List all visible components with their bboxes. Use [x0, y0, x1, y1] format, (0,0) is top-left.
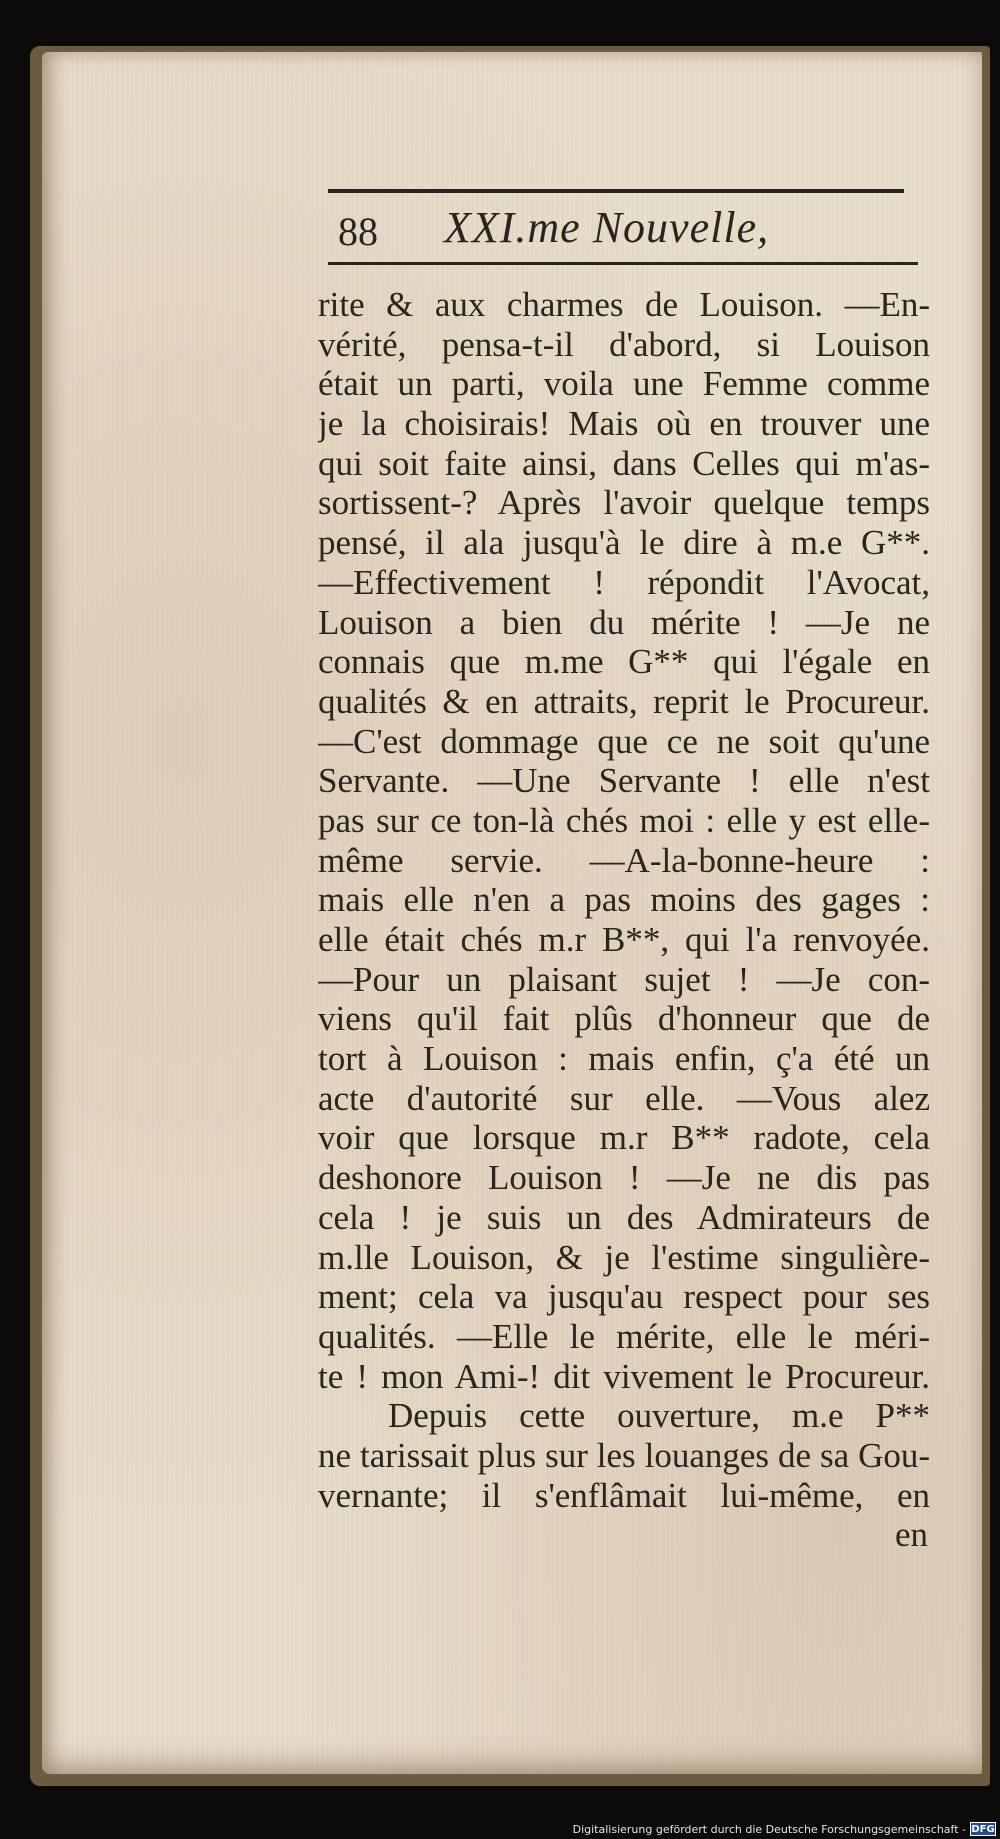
text-line: pensé, il ala jusqu'à le dire à m.e G**.	[318, 523, 930, 563]
header-rule-bottom	[328, 262, 918, 265]
text-line: pas sur ce ton-là chés moi : elle y est elle-	[318, 800, 930, 840]
text-line: ne tarissait plus sur les louanges de sa Gou-	[318, 1435, 930, 1475]
text-line: même servie. —A-la-bonne-heure :	[318, 840, 930, 880]
text-line: Servante. —Une Servante ! elle n'est	[318, 761, 930, 801]
text-line: vérité, pensa-t-il d'abord, si Louison	[318, 324, 930, 364]
body-text	[318, 285, 930, 1555]
text-line: elle était chés m.r B**, qui l'a renvoyée.	[318, 920, 930, 959]
text-line: qui soit faite ainsi, dans Celles qui m'as-	[318, 443, 930, 483]
text-line: —C'est dommage que ce ne soit qu'une	[318, 721, 930, 761]
text-line: m.lle Louison, & je l'estime singulière-	[318, 1237, 930, 1277]
header-rule-top	[328, 189, 904, 193]
text-line: tort à Louison : mais enfin, ç'a été un	[318, 1039, 930, 1079]
paragraph-first-line: Depuis cette ouverture, m.e P**	[388, 1396, 930, 1436]
text-line: qualités. —Elle le mérite, elle le méri-	[318, 1316, 930, 1356]
text-line: rite & aux charmes de Louison. —En-	[318, 285, 930, 324]
catchword: en	[894, 1515, 928, 1555]
text-line: sortissent-? Après l'avoir quelque temps	[318, 483, 930, 523]
text-line: —Pour un plaisant sujet ! —Je con-	[318, 959, 930, 999]
running-title: XXI.me Nouvelle,	[444, 203, 770, 252]
page-number: 88	[338, 209, 378, 254]
text-line: était un parti, voila une Femme comme	[318, 364, 930, 404]
text-line: vernante; il s'enflâmait lui-même, en	[318, 1475, 930, 1515]
running-header	[328, 200, 904, 260]
text-line: cela ! je suis un des Admirateurs de	[318, 1197, 930, 1237]
text-line: deshonore Louison ! —Je ne dis pas	[318, 1158, 930, 1198]
text-line: —Effectivement ! répondit l'Avocat,	[318, 562, 930, 602]
digitization-credit: Digitalisierung gefördert durch die Deutsche Forschungsgemeinschaft -	[572, 1823, 966, 1836]
text-line: mais elle n'en a pas moins des gages :	[318, 880, 930, 920]
dfg-logo-icon: DFG	[971, 1824, 995, 1835]
text-line: connais que m.me G** qui l'égale en	[318, 642, 930, 682]
text-line: Louison a bien du mérite ! —Je ne	[318, 602, 930, 642]
text-line: te ! mon Ami-! dit vivement le Procureur.	[318, 1356, 930, 1396]
text-line: ment; cela va jusqu'au respect pour ses	[318, 1277, 930, 1317]
footer-bar	[0, 1817, 1000, 1839]
text-line: viens qu'il fait plûs d'honneur que de	[318, 999, 930, 1039]
text-line: qualités & en attraits, reprit le Procureur.	[318, 681, 930, 721]
text-line: acte d'autorité sur elle. —Vous alez	[318, 1078, 930, 1118]
text-line: je la choisirais! Mais où en trouver une	[318, 404, 930, 444]
text-line: voir que lorsque m.r B** radote, cela	[318, 1118, 930, 1158]
